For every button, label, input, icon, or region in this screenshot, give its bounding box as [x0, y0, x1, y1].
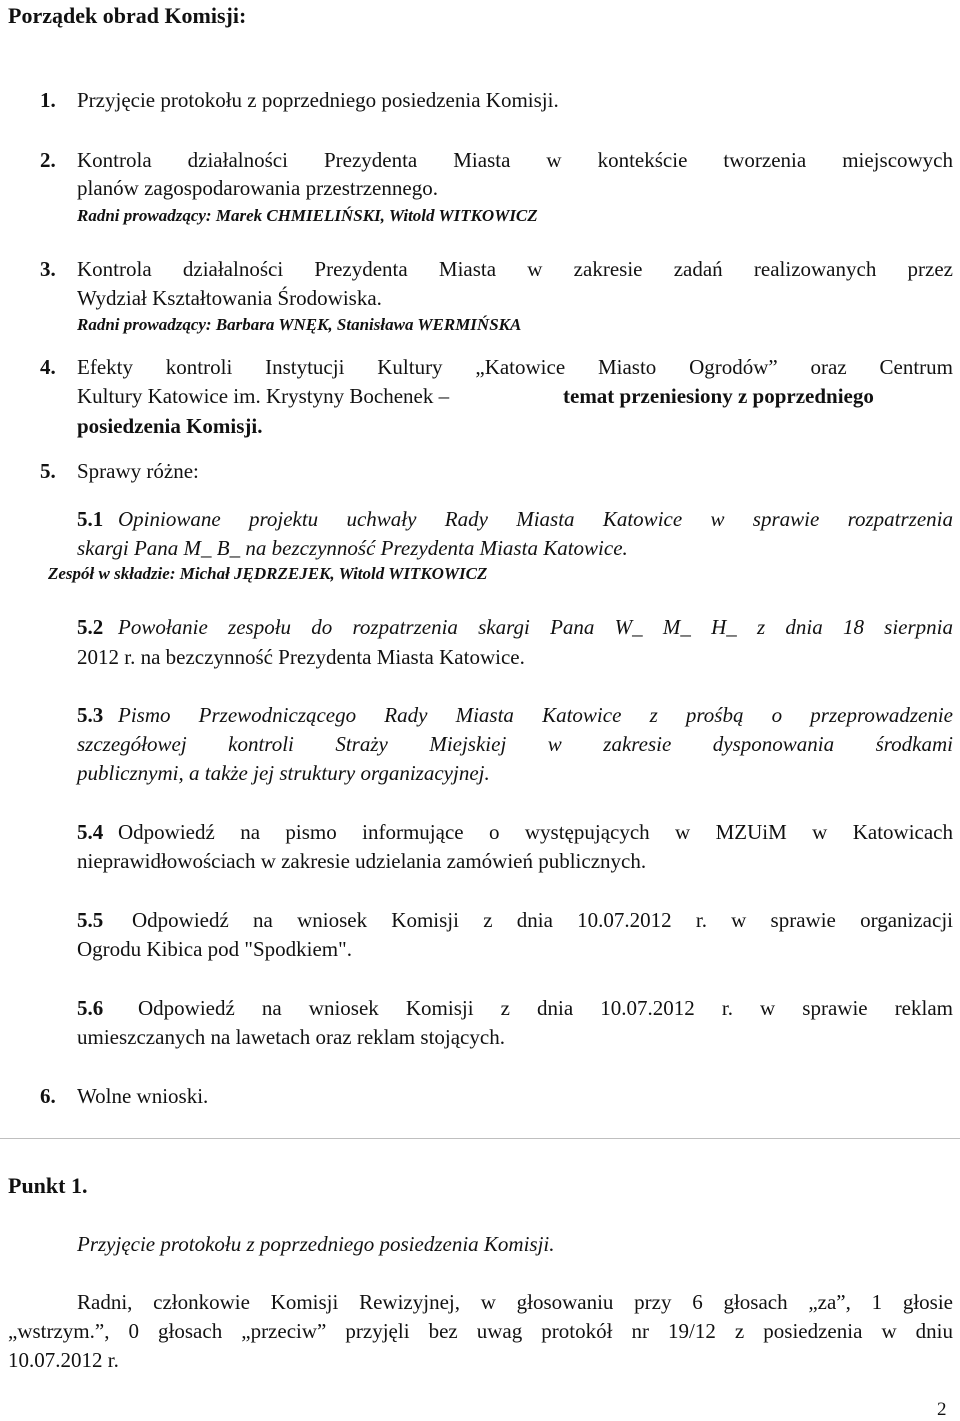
item-text: Wolne wnioski.: [77, 1084, 209, 1108]
item-text: Ogrodu Kibica pod "Spodkiem".: [77, 937, 352, 961]
item-team: Zespół w składzie: Michał JĘDRZEJEK, Witold WITKOWICZ: [48, 564, 488, 583]
item-text: Kultury Katowice im. Krystyny Bochenek –: [77, 384, 450, 408]
page-number: 2: [937, 1399, 947, 1420]
divider: [0, 1138, 960, 1139]
item-text: publicznymi, a także jej struktury organizacyjnej.: [77, 761, 490, 785]
item-text: Odpowiedź na pismo informujące o występujących w MZUiM w Katowicach: [118, 820, 953, 844]
item-text: Opiniowane projektu uchwały Rady Miasta Katowice w sprawie rozpatrzenia: [118, 507, 953, 531]
item-number: 5.3: [77, 703, 104, 727]
item-number: 5.4: [77, 820, 104, 844]
item-text-bold: temat przeniesiony z poprzedniego: [563, 384, 874, 408]
item-text: 2012 r. na bezczynność Prezydenta Miasta Katowice.: [77, 645, 525, 669]
item-text: umieszczanych na lawetach oraz reklam stojących.: [77, 1025, 505, 1049]
item-text: Odpowiedź na wniosek Komisji z dnia 10.07.2012 r. w sprawie reklam: [138, 996, 953, 1020]
section-title: Punkt 1.: [8, 1173, 88, 1198]
item-number: 5.: [40, 459, 56, 483]
item-number: 5.2: [77, 615, 104, 639]
item-text-bold: posiedzenia Komisji.: [77, 414, 263, 438]
item-number: 5.1: [77, 507, 104, 531]
item-number: 6.: [40, 1084, 56, 1108]
item-text: nieprawidłowościach w zakresie udzielania zamówień publicznych.: [77, 849, 647, 873]
item-number: 5.6: [77, 996, 104, 1020]
paragraph-line: Radni, członkowie Komisji Rewizyjnej, w głosowaniu przy 6 głosach „za”, 1 głosie: [77, 1290, 953, 1314]
paragraph-line: „wstrzym.”, 0 głosach „przeciw” przyjęli bez uwag protokół nr 19/12 z posiedzenia w dniu: [8, 1319, 953, 1343]
item-number: 3.: [40, 257, 56, 281]
paragraph-line: 10.07.2012 r.: [8, 1348, 119, 1372]
item-text: Wydział Kształtowania Środowiska.: [77, 286, 382, 310]
item-text: Efekty kontroli Instytucji Kultury „Katowice Miasto Ogrodów” oraz Centrum: [77, 355, 953, 379]
item-text: Przyjęcie protokołu z poprzedniego posiedzenia Komisji.: [77, 88, 559, 112]
agenda-heading: Porządek obrad Komisji:: [8, 3, 247, 28]
item-text: Sprawy różne:: [77, 459, 199, 483]
item-text: skargi Pana M_ B_ na bezczynność Prezydenta Miasta Katowice.: [77, 536, 628, 560]
item-text: Powołanie zespołu do rozpatrzenia skargi Pana W_ M_ H_ z dnia 18 sierpnia: [118, 615, 953, 639]
item-number: 2.: [40, 148, 56, 172]
item-leaders: Radni prowadzący: Barbara WNĘK, Stanisława WERMIŃSKA: [77, 315, 522, 334]
section-subtitle: Przyjęcie protokołu z poprzedniego posiedzenia Komisji.: [77, 1232, 555, 1256]
item-text: Pismo Przewodniczącego Rady Miasta Katowice z prośbą o przeprowadzenie: [118, 703, 953, 727]
item-text: Odpowiedź na wniosek Komisji z dnia 10.07.2012 r. w sprawie organizacji: [132, 908, 953, 932]
item-number: 5.5: [77, 908, 104, 932]
item-text: szczegółowej kontroli Straży Miejskiej w zakresie dysponowania środkami: [77, 732, 953, 756]
item-text: Kontrola działalności Prezydenta Miasta w kontekście tworzenia miejscowych: [77, 148, 953, 172]
item-number: 1.: [40, 88, 56, 112]
item-text: planów zagospodarowania przestrzennego.: [77, 176, 438, 200]
item-number: 4.: [40, 355, 56, 379]
item-text: Kontrola działalności Prezydenta Miasta w zakresie zadań realizowanych przez: [77, 257, 953, 281]
item-leaders: Radni prowadzący: Marek CHMIELIŃSKI, Witold WITKOWICZ: [77, 206, 538, 225]
